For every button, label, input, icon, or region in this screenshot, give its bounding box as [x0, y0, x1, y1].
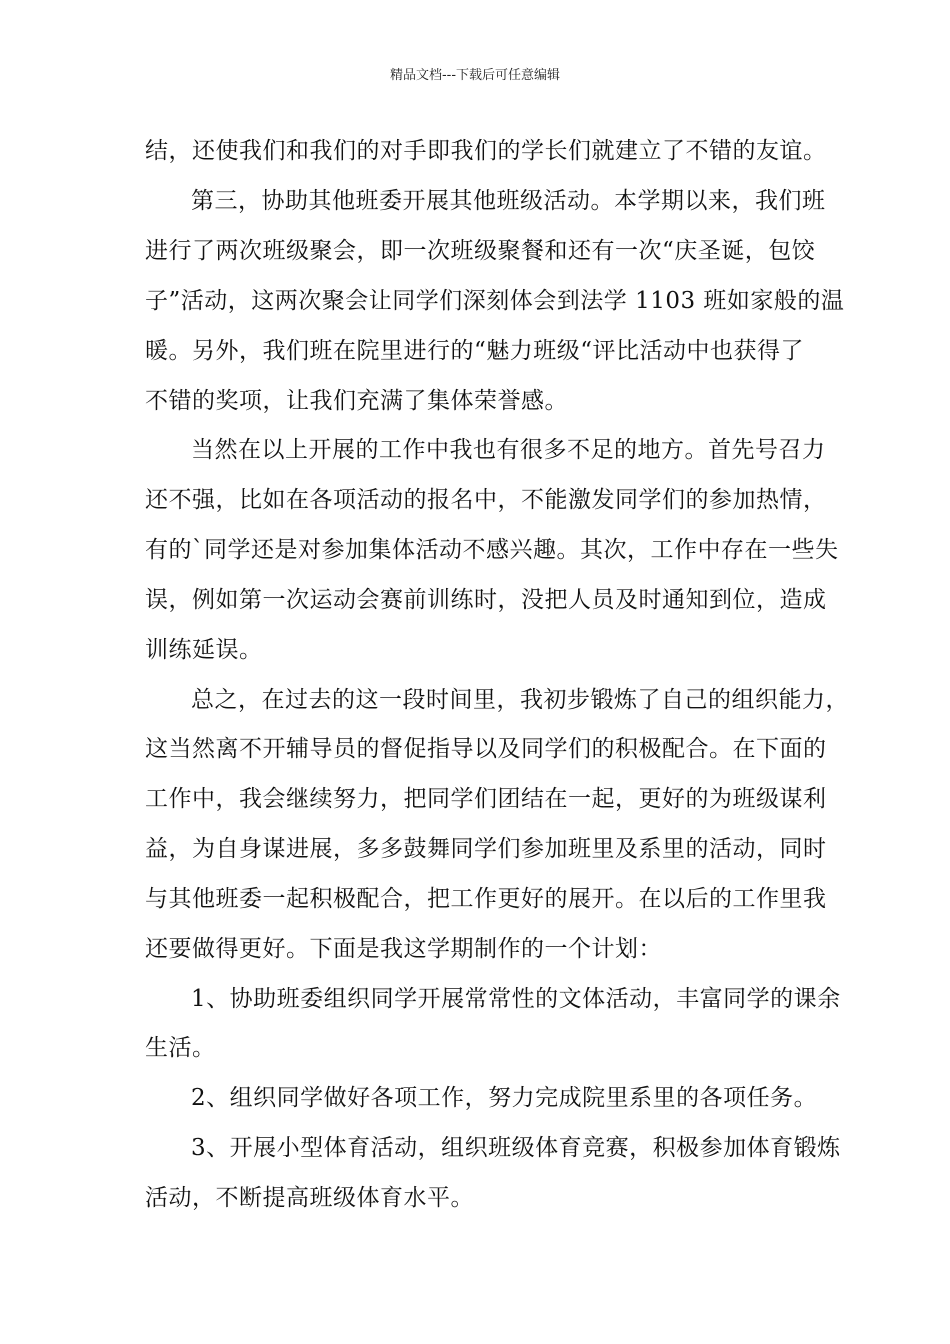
paragraph-line: 还要做得更好。下面是我这学期制作的一个计划：	[145, 936, 662, 962]
paragraph-line: 暖。另外，我们班在院里进行的“魅力班级“评比活动中也获得了	[145, 338, 805, 364]
paragraph-line: 结，还使我们和我们的对手即我们的学长们就建立了不错的友谊。	[145, 138, 827, 164]
paragraph-line: 与其他班委一起积极配合，把工作更好的展开。在以后的工作里我	[145, 886, 827, 912]
paragraph-line: 有的`同学还是对参加集体活动不感兴趣。其次，工作中存在一些失	[145, 537, 839, 563]
paragraph-line: 进行了两次班级聚会，即一次班级聚餐和还有一次“庆圣诞，包饺	[145, 238, 816, 264]
paragraph-line: 第三，协助其他班委开展其他班级活动。本学期以来，我们班	[191, 188, 826, 214]
paragraph-line: 误，例如第一次运动会赛前训练时，没把人员及时通知到位，造成	[145, 587, 827, 613]
paragraph-line: 当然在以上开展的工作中我也有很多不足的地方。首先号召力	[191, 437, 826, 463]
list-item-line: 生活。	[145, 1035, 216, 1061]
list-item-line: 2、组织同学做好各项工作，努力完成院里系里的各项任务。	[191, 1085, 818, 1111]
list-item-line: 1、协助班委组织同学开展常常性的文体活动，丰富同学的课余	[191, 986, 841, 1012]
list-item-line: 3、开展小型体育活动，组织班级体育竞赛，积极参加体育锻炼	[191, 1135, 841, 1161]
page-header: 精品文档---下载后可任意编辑	[389, 68, 561, 83]
paragraph-line: 工作中，我会继续努力，把同学们团结在一起，更好的为班级谋利	[145, 786, 827, 812]
paragraph-line: 总之，在过去的这一段时间里，我初步锻炼了自己的组织能力，	[191, 687, 849, 713]
paragraph-line: 子”活动，这两次聚会让同学们深刻体会到法学 1103 班如家般的温	[145, 288, 845, 314]
list-item-line: 活动，不断提高班级体育水平。	[145, 1185, 474, 1211]
paragraph-line: 不错的奖项，让我们充满了集体荣誉感。	[145, 388, 568, 414]
paragraph-line: 还不强，比如在各项活动的报名中，不能激发同学们的参加热情，	[145, 487, 827, 513]
paragraph-line: 训练延误。	[145, 637, 263, 663]
paragraph-line: 益，为自身谋进展，多多鼓舞同学们参加班里及系里的活动，同时	[145, 836, 827, 862]
paragraph-line: 这当然离不开辅导员的督促指导以及同学们的积极配合。在下面的	[145, 736, 827, 762]
